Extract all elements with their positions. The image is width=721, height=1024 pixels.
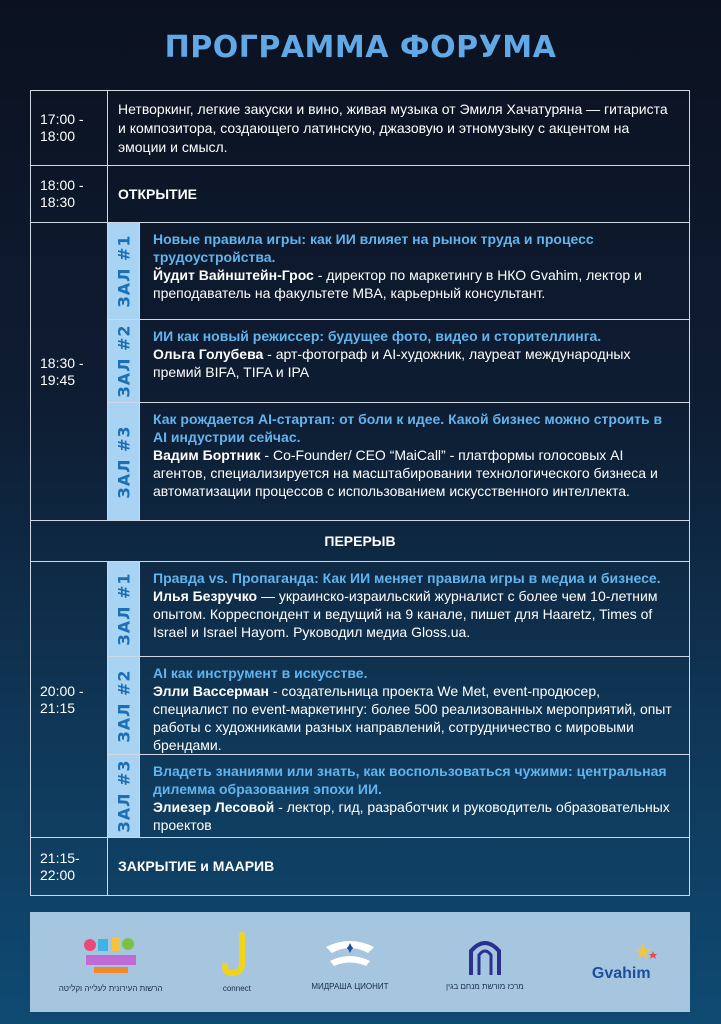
talk-title: ИИ как новый режиссер: будущее фото, видео и сторителлинга. — [153, 328, 602, 344]
jconnect-logo-icon — [220, 931, 254, 981]
speaker-name: Элли Вассерман — [153, 683, 269, 699]
talk-session1-hall1 — [139, 222, 690, 320]
speaker-bio: - лектор, гид, разработчик и руководитель образовательных проектов — [153, 799, 670, 833]
hall-3-label: ЗАЛ #3 — [107, 402, 140, 521]
talk-session1-hall3 — [139, 402, 690, 521]
speaker-name: Элиезер Лесовой — [153, 799, 275, 815]
begin-center-logo-icon — [465, 933, 505, 979]
hall-2-label: ЗАЛ #2 — [107, 319, 140, 403]
speaker-name: Ольга Голубева — [153, 346, 264, 362]
gvahim-logo: Gvahim — [581, 941, 661, 983]
break-row: ПЕРЕРЫВ — [30, 520, 690, 562]
hall-1-label: ЗАЛ #1 — [107, 561, 140, 657]
time-cell-networking — [30, 90, 108, 166]
speaker-name: Илья Безручко — [153, 588, 258, 604]
talk-session2-hall2 — [139, 656, 690, 755]
closing-label: ЗАКРЫТИЕ и МААРИВ — [107, 837, 690, 896]
time-cell-opening: 18:00 - 18:30 — [30, 165, 108, 223]
begin-center-logo: מרכז מורשת מנחם בגין — [446, 933, 524, 991]
talk-title: Правда vs. Пропаганда: Как ИИ меняет правила игры в медиа и бизнесе. — [153, 570, 661, 586]
midrasha-zionit-logo: МИДРАША ЦИОНИТ — [311, 933, 388, 991]
speaker-bio: - директор по маркетингу в НКО Gvahim, лектор и преподаватель на факультете MBA, карьерный консультант. — [153, 267, 642, 301]
speaker-name: Вадим Бортник — [153, 447, 261, 463]
talk-session1-hall2 — [139, 319, 690, 403]
talk-title: Как рождается AI-стартап: от боли к идее. Какой бизнес можно строить в AI индустрии сейчас. — [153, 411, 663, 445]
time-cell-session1: 18:30 - 19:45 — [30, 222, 108, 521]
time-end: 18:00 — [40, 128, 76, 144]
talk-title: AI как инструмент в искусстве. — [153, 665, 368, 681]
time-start: 17:00 - — [40, 111, 84, 127]
talk-title: Владеть знаниями или знать, как воспользоваться чужими: центральная дилемма образования эпохи ИИ. — [153, 763, 667, 797]
talk-title: Новые правила игры: как ИИ влияет на рынок труда и процесс трудоустройства. — [153, 231, 594, 265]
opening-label: ОТКРЫТИЕ — [107, 165, 690, 223]
hall-1-label: ЗАЛ #1 — [107, 222, 140, 320]
speaker-name: Йудит Вайнштейн-Грос — [153, 267, 314, 283]
talk-session2-hall3 — [139, 754, 690, 838]
speaker-bio: — украинско-израильский журналист с более чем 10-летним опытом. Корреспондент и ведущий на 9 канале, пишет для Haaretz, Times of Israel и Israel Hayom. Руководил медиа Gloss.ua. — [153, 588, 658, 640]
partner-logos-strip — [30, 912, 690, 1012]
municipal-emblem-icon — [76, 931, 146, 981]
hall-3-label: ЗАЛ #3 — [107, 754, 140, 838]
speaker-bio: - Co-Founder/ CEO “MaiCall” - платформы голосовых AI агентов, специализируется на масштабировании технологического бизнеса и автоматизации процессов с использованием искусственного интеллекта. — [153, 447, 658, 499]
jconnect-logo: connect — [220, 931, 254, 993]
time-cell-closing: 21:15- 22:00 — [30, 837, 108, 896]
page-title: ПРОГРАММА ФОРУМА — [164, 30, 557, 65]
talk-session2-hall1 — [139, 561, 690, 657]
hall-2-label: ЗАЛ #2 — [107, 656, 140, 755]
speaker-bio: - арт-фотограф и AI-художник, лауреат международных премий BIFA, TIFA и IPA — [153, 346, 631, 380]
speaker-bio: - создательница проекта We Met, event-продюсер, специалист по event-маркетингу: более 500 реализованных мероприятий, опыт работы с художниками разных направлений, сотрудничество с мировыми брендами. — [153, 683, 672, 753]
municipal-emblem-logo: הרשות העירונית לעלייה וקליטה — [59, 931, 163, 993]
time-cell-session2: 20:00 - 21:15 — [30, 561, 108, 838]
midrasha-zionit-logo-icon — [320, 933, 380, 979]
networking-description: Нетворкинг, легкие закуски и вино, живая музыка от Эмиля Хачатуряна — гитариста и композитора, создающего латинскую, джазовую и этномузыку с акцентом на эмоции и смысл. — [107, 90, 690, 166]
